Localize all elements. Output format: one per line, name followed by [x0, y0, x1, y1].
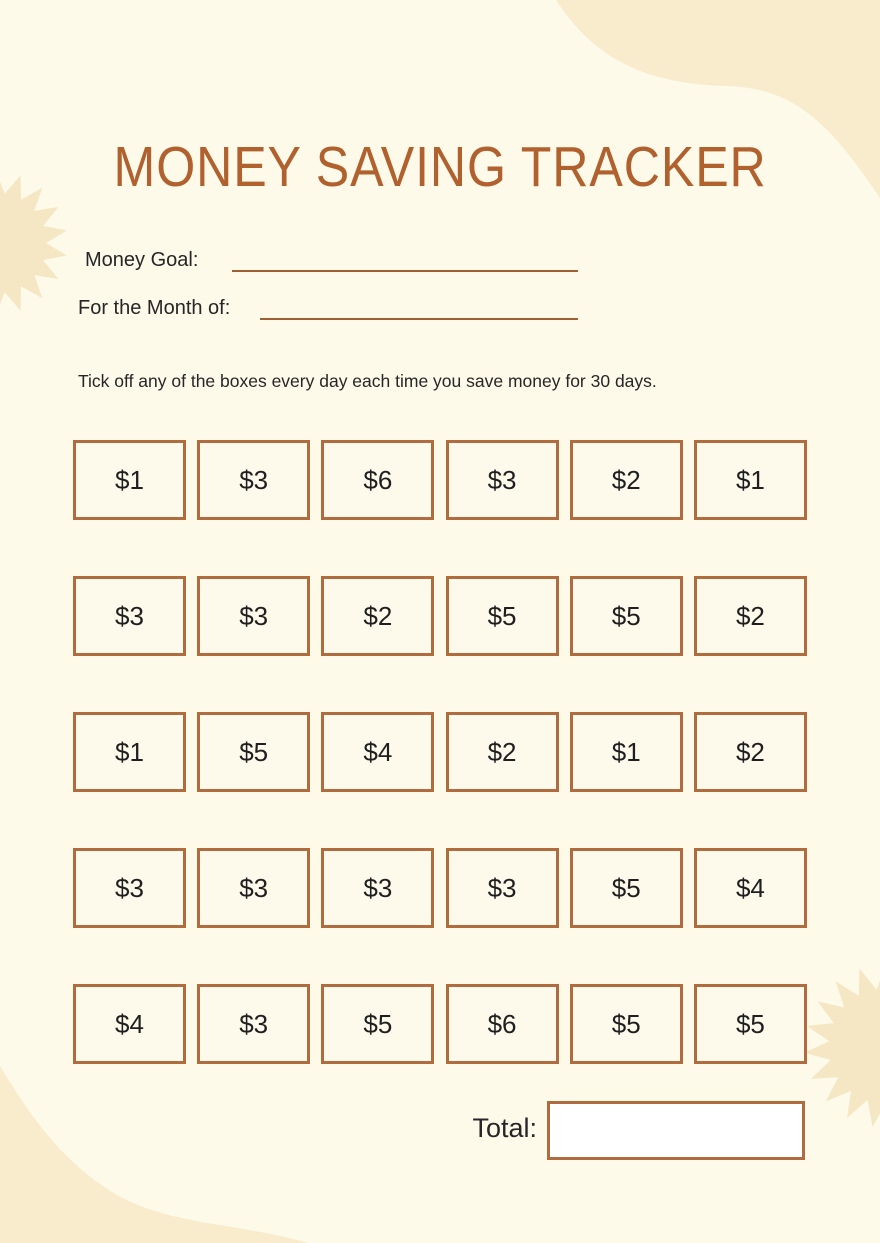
money-box-r1c3[interactable]: $6: [321, 440, 434, 520]
money-box-r2c4[interactable]: $5: [446, 576, 559, 656]
month-input-line[interactable]: [260, 315, 578, 320]
money-box-r5c2[interactable]: $3: [197, 984, 310, 1064]
money-box-r3c5[interactable]: $1: [570, 712, 683, 792]
money-box-r5c6[interactable]: $5: [694, 984, 807, 1064]
money-box-r3c6[interactable]: $2: [694, 712, 807, 792]
money-box-r5c1[interactable]: $4: [73, 984, 186, 1064]
page-title: MONEY SAVING TRACKER: [113, 135, 767, 199]
total-input-box[interactable]: [547, 1101, 805, 1160]
money-box-r4c4[interactable]: $3: [446, 848, 559, 928]
money-box-r4c6[interactable]: $4: [694, 848, 807, 928]
money-goal-input-line[interactable]: [232, 267, 578, 272]
money-box-r5c3[interactable]: $5: [321, 984, 434, 1064]
money-box-r4c3[interactable]: $3: [321, 848, 434, 928]
money-box-r2c1[interactable]: $3: [73, 576, 186, 656]
money-box-r3c3[interactable]: $4: [321, 712, 434, 792]
grid-row-3: [73, 712, 807, 792]
money-goal-field: [85, 248, 578, 272]
money-box-r3c1[interactable]: $1: [73, 712, 186, 792]
money-box-r2c3[interactable]: $2: [321, 576, 434, 656]
money-box-r3c4[interactable]: $2: [446, 712, 559, 792]
money-goal-label: Money Goal:: [85, 249, 199, 271]
grid-row-5: [73, 984, 807, 1064]
money-box-r1c4[interactable]: $3: [446, 440, 559, 520]
month-label: For the Month of:: [78, 297, 231, 319]
money-box-r1c5[interactable]: $2: [570, 440, 683, 520]
instruction-text: Tick off any of the boxes every day each time you save money for 30 days.: [78, 371, 657, 391]
money-box-r4c5[interactable]: $5: [570, 848, 683, 928]
money-box-r1c2[interactable]: $3: [197, 440, 310, 520]
money-box-r2c2[interactable]: $3: [197, 576, 310, 656]
money-box-r1c6[interactable]: $1: [694, 440, 807, 520]
money-box-r5c4[interactable]: $6: [446, 984, 559, 1064]
money-box-r4c2[interactable]: $3: [197, 848, 310, 928]
total-section: [0, 1101, 880, 1161]
money-box-r4c1[interactable]: $3: [73, 848, 186, 928]
grid-row-1: [73, 440, 807, 520]
money-box-r1c1[interactable]: $1: [73, 440, 186, 520]
money-box-r5c5[interactable]: $5: [570, 984, 683, 1064]
money-box-r2c5[interactable]: $5: [570, 576, 683, 656]
grid-row-4: [73, 848, 807, 928]
money-box-r2c6[interactable]: $2: [694, 576, 807, 656]
money-box-r3c2[interactable]: $5: [197, 712, 310, 792]
grid-row-2: [73, 576, 807, 656]
savings-grid: [73, 440, 807, 1064]
month-field: [78, 296, 578, 320]
total-label: Total:: [472, 1113, 537, 1143]
